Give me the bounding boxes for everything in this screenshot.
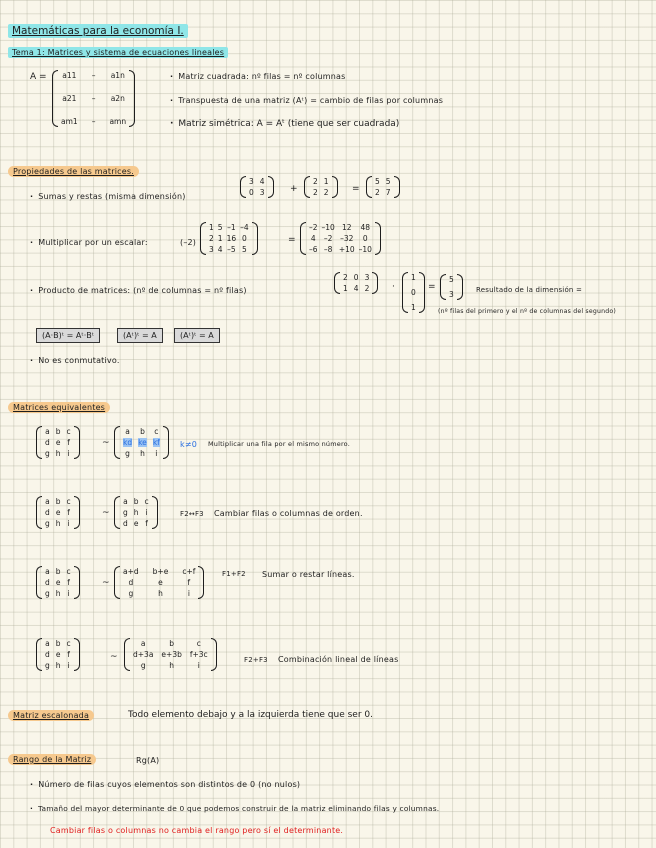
matrix-cell: b+e: [152, 567, 169, 576]
matrix-cell: d: [123, 519, 128, 528]
matrix-cell: a: [140, 639, 146, 648]
matrix-cell: –32: [340, 234, 354, 243]
matrix-cell: i: [197, 661, 200, 670]
matrix-cell: 4: [310, 234, 316, 243]
matrix-a-label: A =: [30, 72, 47, 82]
matrix-cell: –2: [309, 223, 318, 232]
matrix-cell: h: [140, 449, 145, 458]
matrix-a: [52, 70, 135, 127]
matrix-cell: e: [55, 650, 61, 659]
matrix-cell: 2: [364, 284, 370, 293]
matrix-cell: –5: [227, 245, 236, 254]
property-box-2: (Aᵗ)ᵗ = A: [117, 328, 163, 343]
rank-definition-1: · Número de filas cuyos elementos son distintos de 0 (no nulos): [30, 780, 300, 789]
equiv-result-matrix-1: [114, 426, 169, 459]
equiv-text-2: Cambiar filas o columnas de orden.: [214, 509, 363, 518]
matrix-cell: 1: [209, 223, 214, 232]
echelon-text: Todo elemento debajo y a la izquierda tiene que ser 0.: [128, 710, 373, 720]
matrix-cell: h: [55, 661, 61, 670]
matrix-cell: ke: [138, 438, 147, 447]
equiv-tag-2: F2↔F3: [180, 510, 204, 518]
matrix-cell: c: [66, 639, 71, 648]
scalar-equals: =: [288, 235, 296, 245]
matrix-cell: a21: [62, 94, 77, 103]
definition-transpose: · Transpuesta de una matriz (Aᵗ) = cambio de filas por columnas: [170, 96, 443, 105]
matrix-cell: g: [45, 449, 50, 458]
matrix-cell: g: [125, 449, 130, 458]
matrix-cell: e: [55, 508, 61, 517]
matrix-cell: c: [66, 427, 71, 436]
matrix-cell: f: [67, 508, 70, 517]
matrix-cell: 2: [209, 234, 214, 243]
equiv-tag-1: k≠0: [180, 440, 198, 449]
scalar-result-matrix: [300, 222, 381, 255]
matrix-cell: d: [45, 508, 50, 517]
product-result-matrix: [440, 274, 463, 300]
matrix-cell: 3: [449, 290, 454, 299]
matrix-cell: 0: [241, 234, 247, 243]
matrix-cell: –: [91, 94, 96, 103]
matrix-cell: i: [67, 449, 70, 458]
matrix-cell: 0: [411, 288, 416, 297]
sum-equals: =: [352, 184, 360, 194]
product-note: Resultado de la dimensión =: [476, 286, 583, 294]
matrix-cell: –10: [321, 223, 335, 232]
matrix-cell: f: [67, 650, 70, 659]
matrix-cell: 5: [385, 177, 391, 186]
matrix-cell: h: [55, 449, 61, 458]
matrix-cell: d+3a: [133, 650, 154, 659]
matrix-cell: 5: [241, 245, 247, 254]
product-matrix-1: [334, 272, 378, 294]
equiv-result-matrix-2: [114, 496, 158, 529]
matrix-cell: –8: [323, 245, 333, 254]
matrix-cell: d: [45, 650, 50, 659]
matrix-cell: f: [145, 519, 148, 528]
matrix-cell: amn: [109, 117, 127, 126]
matrix-cell: 4: [353, 284, 359, 293]
equiv-result-matrix-3: [114, 566, 204, 599]
matrix-cell: g: [123, 508, 128, 517]
matrix-cell: b: [55, 567, 61, 576]
scalar-k: (–2): [180, 238, 197, 247]
matrix-cell: i: [67, 519, 70, 528]
equiv-tilde-1: ~: [102, 438, 110, 448]
definition-square: · Matriz cuadrada: nº filas = nº columnas: [170, 72, 346, 81]
matrix-cell: a: [125, 427, 130, 436]
matrix-cell: c: [66, 567, 71, 576]
sum-matrix-2: [304, 176, 338, 198]
matrix-cell: 3: [209, 245, 214, 254]
matrix-cell: b: [55, 639, 61, 648]
product-dot: ·: [392, 282, 395, 292]
matrix-cell: –10: [358, 245, 372, 254]
matrix-cell: h: [169, 661, 175, 670]
matrix-cell: a2n: [110, 94, 125, 103]
sum-operator: +: [290, 184, 298, 194]
matrix-cell: –: [91, 117, 96, 126]
rank-symbol: Rg(A): [136, 756, 160, 765]
matrix-cell: 3: [249, 177, 254, 186]
equiv-base-matrix-2: [36, 496, 80, 529]
matrix-cell: i: [67, 589, 70, 598]
matrix-cell: 4: [217, 245, 223, 254]
matrix-cell: i: [187, 589, 190, 598]
matrix-cell: 0: [353, 273, 359, 282]
matrix-cell: d: [45, 578, 50, 587]
equiv-tilde-3: ~: [102, 578, 110, 588]
matrix-cell: 16: [226, 234, 237, 243]
sum-matrix-1: [240, 176, 274, 198]
matrix-cell: 7: [385, 188, 391, 197]
matrix-cell: c: [196, 639, 201, 648]
matrix-cell: e: [55, 438, 61, 447]
matrix-cell: a: [45, 497, 50, 506]
matrix-cell: 5: [217, 223, 223, 232]
matrix-cell: 3: [364, 273, 370, 282]
matrix-cell: f+3c: [189, 650, 208, 659]
matrix-cell: b: [55, 427, 61, 436]
matrix-cell: 3: [259, 188, 265, 197]
matrix-cell: g: [140, 661, 146, 670]
matrix-cell: –1: [227, 223, 236, 232]
equiv-text-1: Multiplicar una fila por el mismo número.: [208, 440, 350, 448]
product-equals: =: [428, 282, 436, 292]
matrix-cell: e: [158, 578, 163, 587]
rank-note: Cambiar filas o columnas no cambia el rango pero sí el determinante.: [50, 826, 344, 835]
equiv-base-matrix-1: [36, 426, 80, 459]
matrix-cell: c+f: [182, 567, 196, 576]
equiv-tag-3: F1+F2: [222, 570, 246, 578]
matrix-cell: i: [67, 661, 70, 670]
matrix-cell: 0: [249, 188, 254, 197]
matrix-cell: g: [45, 519, 50, 528]
matrix-cell: c: [154, 427, 159, 436]
product-matrix-2: [402, 272, 425, 313]
matrix-cell: a: [45, 567, 50, 576]
matrix-cell: i: [155, 449, 158, 458]
definition-symmetric: · Matriz simétrica: A = Aᵗ (tiene que ser cuadrada): [170, 119, 399, 129]
matrix-cell: a1n: [110, 71, 125, 80]
matrix-cell: g: [128, 589, 134, 598]
matrix-cell: 2: [343, 273, 348, 282]
equiv-text-3: Sumar o restar líneas.: [262, 570, 355, 579]
property-box-1: (A·B)ᵗ = Aᵗ·Bᵗ: [36, 328, 100, 343]
equiv-tilde-2: ~: [102, 508, 110, 518]
equiv-tilde-4: ~: [110, 652, 118, 662]
matrix-cell: 1: [343, 284, 348, 293]
matrix-cell: 5: [375, 177, 380, 186]
matrix-cell: kd: [123, 438, 133, 447]
matrix-cell: e: [133, 519, 139, 528]
product-label: · Producto de matrices: (nº de columnas = nº filas): [30, 286, 247, 295]
echelon-heading: Matriz escalonada: [8, 710, 94, 721]
scalar-matrix: [200, 222, 258, 255]
matrix-cell: a: [45, 639, 50, 648]
matrix-cell: –4: [240, 223, 249, 232]
matrix-cell: f: [67, 578, 70, 587]
equiv-result-matrix-4: [124, 638, 217, 671]
matrix-cell: 1: [411, 273, 416, 282]
matrix-cell: g: [45, 589, 50, 598]
matrix-cell: 5: [449, 275, 454, 284]
matrix-cell: h: [55, 589, 61, 598]
matrix-cell: b: [55, 497, 61, 506]
matrix-cell: 2: [313, 188, 318, 197]
matrix-cell: e+3b: [161, 650, 182, 659]
matrix-cell: c: [144, 497, 149, 506]
matrix-cell: h: [55, 519, 61, 528]
matrix-cell: –6: [309, 245, 318, 254]
equivalent-heading: Matrices equivalentes: [8, 402, 110, 413]
matrix-cell: f: [67, 438, 70, 447]
matrix-cell: 0: [362, 234, 368, 243]
matrix-cell: h: [133, 508, 139, 517]
product-note-detail: (nº filas del primero y el nº de columnas del segundo): [438, 308, 616, 315]
matrix-cell: –2: [323, 234, 333, 243]
rank-heading: Rango de la Matriz: [8, 754, 96, 765]
matrix-cell: b: [133, 497, 139, 506]
matrix-cell: kf: [152, 438, 160, 447]
matrix-cell: am1: [61, 117, 78, 126]
page-title: Matemáticas para la economía I.: [8, 24, 188, 38]
matrix-cell: b: [140, 427, 145, 436]
non-commutative-note: · No es conmutativo.: [30, 356, 120, 365]
matrix-cell: 1: [217, 234, 223, 243]
properties-heading: Propiedades de las matrices.: [8, 166, 139, 177]
property-box-3: (Aᵗ)ᵗ = A: [174, 328, 220, 343]
matrix-cell: b: [169, 639, 175, 648]
equiv-text-4: Combinación lineal de líneas: [278, 655, 399, 664]
matrix-cell: d: [45, 438, 50, 447]
matrix-cell: a: [123, 497, 128, 506]
matrix-cell: e: [55, 578, 61, 587]
matrix-cell: 1: [411, 303, 416, 312]
matrix-cell: 4: [259, 177, 265, 186]
matrix-cell: i: [145, 508, 148, 517]
sum-matrix-result: [366, 176, 400, 198]
scalar-label: · Multiplicar por un escalar:: [30, 238, 148, 247]
matrix-cell: 48: [360, 223, 371, 232]
matrix-cell: +10: [338, 245, 355, 254]
matrix-cell: a: [45, 427, 50, 436]
matrix-cell: g: [45, 661, 50, 670]
equiv-base-matrix-3: [36, 566, 80, 599]
matrix-cell: a+d: [123, 567, 139, 576]
matrix-cell: 12: [341, 223, 352, 232]
equiv-tag-4: F2+F3: [244, 656, 268, 664]
matrix-cell: –: [91, 71, 96, 80]
matrix-cell: 2: [313, 177, 318, 186]
matrix-cell: d: [128, 578, 134, 587]
matrix-cell: h: [158, 589, 163, 598]
matrix-cell: f: [187, 578, 191, 587]
matrix-cell: 1: [323, 177, 329, 186]
matrix-cell: 2: [323, 188, 329, 197]
matrix-cell: c: [66, 497, 71, 506]
equiv-base-matrix-4: [36, 638, 80, 671]
matrix-cell: 2: [375, 188, 380, 197]
rank-definition-2: · Tamaño del mayor determinante de 0 que podemos construir de la matriz eliminando filas y columnas.: [30, 804, 439, 813]
topic-heading: Tema 1: Matrices y sistema de ecuaciones lineales: [8, 47, 228, 58]
sum-label: · Sumas y restas (misma dimensión): [30, 192, 186, 201]
matrix-cell: a11: [62, 71, 77, 80]
